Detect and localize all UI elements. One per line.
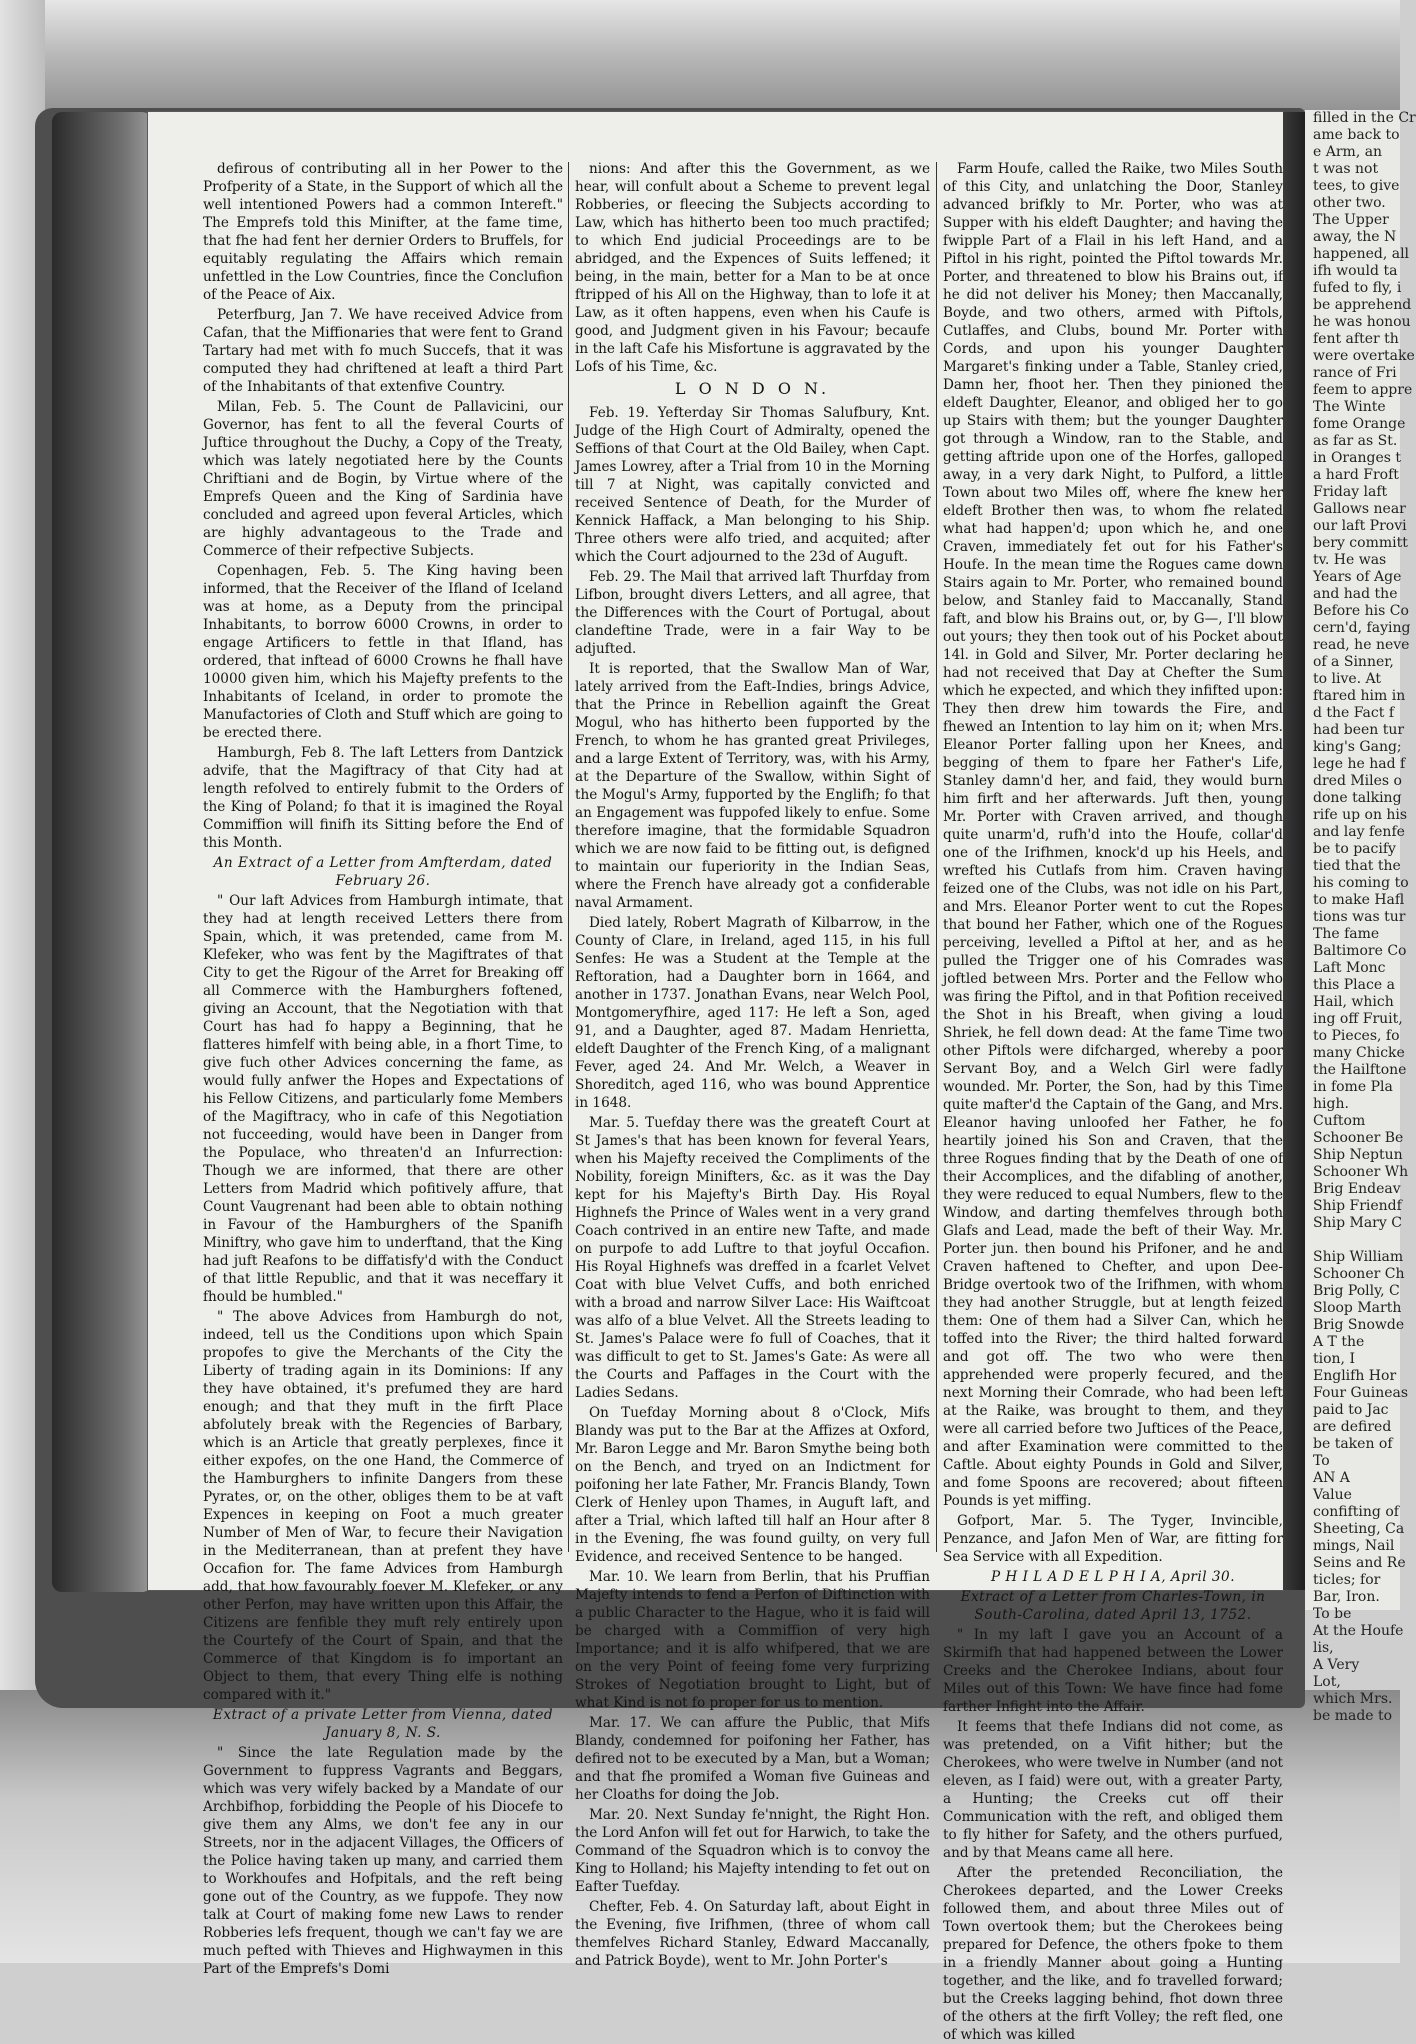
adjacent-page-line: our laft Provi — [1313, 518, 1407, 534]
column-rule — [936, 162, 937, 1552]
adjacent-page-line: d the Fact f — [1313, 705, 1394, 721]
adjacent-page-line: Bar, Iron. — [1313, 1589, 1380, 1605]
adjacent-page-line: ftared him in — [1313, 688, 1406, 704]
adjacent-page-line: lege he had f — [1313, 756, 1406, 772]
adjacent-page-line: ing off Fruit, — [1313, 1011, 1403, 1027]
column-2 — [575, 160, 930, 1969]
article-paragraph: " The above Advices from Hamburgh do not, indeed, tell us the Conditions upon which Spain propofes to give the Merchants of the City the Liberty of trading again in its Dominions: If any they have obtained, it's prefumed they are hard enough; and that they muft in the firft Place abfolutely break with the Regencies of Barbary, which is an Article that greatly perplexes, fince it either expofes, on the one Hand, the Commerce of the Hamburghers to infinite Dangers from these Pyrates, or, on the other, obliges them to be at vaft Expences in keeping on Foot a much greater Number of Men of War, to fecure their Navigation in the Mediterranean, than at prefent they have Occafion for. The fame Advices from Hamburgh add, that how favourably foever M. Klefeker, or any other Perfon, may have written upon this Affair, the Citizens are fenfible they muft rely entirely upon the Courtefy of the Court of Spain, and that the Commerce of that Kingdom is fo important an Object to them, that every Thing elfe is nothing compared with it." — [203, 1309, 563, 1703]
adjacent-page-line: Four Guineas — [1313, 1385, 1409, 1401]
adjacent-page-line: The Upper — [1313, 212, 1389, 228]
column-1 — [203, 160, 563, 1977]
newspaper-page — [148, 112, 1283, 2043]
adjacent-page-line: confifting of — [1313, 1504, 1399, 1520]
adjacent-page-line: Years of Age — [1313, 569, 1402, 585]
article-paragraph: An Extract of a Letter from Amfterdam, dated February 26. — [213, 855, 553, 889]
adjacent-page-line: Baltimore Co — [1313, 943, 1407, 959]
adjacent-page-line: To be — [1313, 1606, 1352, 1622]
article-paragraph: Mar. 20. Next Sunday fe'nnight, the Right Hon. the Lord Anfon will fet out for Harwich, to take the Command of the Squadron which is to convoy the King to Holland; his Majefty intending to fet out on Eafter Tuefday. — [575, 1807, 930, 1895]
adjacent-page-line: Brig Snowde — [1313, 1317, 1405, 1333]
article-paragraph: " In my laft I gave you an Account of a Skirmifh that had happened between the Lower Creeks and the Cherokee Indians, about four Miles out of this Town: We have fince had fome farther Infight into the Affair. — [943, 1627, 1283, 1715]
article-paragraph: Extract of a private Letter from Vienna, dated January 8, N. S. — [212, 1707, 554, 1741]
article-paragraph: L O N D O N. — [674, 379, 831, 398]
column-3 — [943, 160, 1283, 2043]
adjacent-page-line: are defired — [1313, 1419, 1392, 1435]
adjacent-page-line: To — [1313, 1453, 1330, 1469]
adjacent-page-line: lis, — [1313, 1640, 1334, 1656]
adjacent-page-line: Friday laft — [1313, 484, 1388, 500]
adjacent-page-line: in fome Pla — [1313, 1079, 1393, 1095]
adjacent-page-line: Schooner Ch — [1313, 1266, 1405, 1282]
adjacent-page-line: A Very — [1313, 1657, 1360, 1673]
adjacent-page-line: other two. — [1313, 195, 1386, 211]
adjacent-page-line: to live. At — [1313, 671, 1382, 687]
book-gutter — [1283, 112, 1305, 1590]
adjacent-page-line: happened, all — [1313, 246, 1410, 262]
adjacent-page-line: Seins and Re — [1313, 1555, 1406, 1571]
adjacent-page-line: tv. He was — [1313, 552, 1387, 568]
article-paragraph: Hamburgh, Feb 8. The laft Letters from Dantzick advife, that the Magiftracy of that City had at length refolved to entirely fubmit to the Orders of the King of Poland; fo that it is imagined the Royal Commiffion will finifh its Sitting before the End of this Month. — [203, 745, 563, 851]
adjacent-page-line: tees, to give — [1313, 178, 1400, 194]
adjacent-page-line: e Arm, an — [1313, 144, 1383, 160]
adjacent-page-line: Gallows near — [1313, 501, 1406, 517]
adjacent-page-fragment — [1305, 110, 1416, 1724]
adjacent-page-line: rance of Fri — [1313, 365, 1397, 381]
adjacent-page-line: ticles; for — [1313, 1572, 1381, 1588]
adjacent-page-line: as far as St. — [1313, 433, 1398, 449]
article-paragraph: Gofport, Mar. 5. The Tyger, Invincible, Penzance, and Jafon Men of War, are fitting for Sea Service with all Expedition. — [943, 1513, 1283, 1565]
adjacent-page-line: Ship William — [1313, 1249, 1404, 1265]
adjacent-page-line: be apprehend — [1313, 297, 1412, 313]
adjacent-page-line: Value — [1313, 1487, 1352, 1503]
adjacent-page-line: At the Houfe — [1313, 1623, 1404, 1639]
adjacent-page-line: read, he neve — [1313, 637, 1410, 653]
adjacent-page-line: The Winte — [1313, 399, 1386, 415]
adjacent-page-line: t was not — [1313, 161, 1379, 177]
adjacent-page-line: which Mrs. — [1313, 1691, 1393, 1707]
article-paragraph: Peterfburg, Jan 7. We have received Advice from Cafan, that the Miffionaries that were fent to Grand Tartary had met with fo much Succefs, that it was computed they had chriftened at leaft a third Part of the Inhabitants of that extenfive Country. — [203, 307, 563, 395]
article-paragraph: " Our laft Advices from Hamburgh intimate, that they had at length received Letters there from Spain, which, it was pretended, came from M. Klefeker, who was fent by the Magiftrates of that City to get the Rigour of the Arret for Breaking off all Commerce with the Hamburghers foftened, giving an Account, that the Negotiation with that Court has had fo happy a Beginning, that he flatteres himfelf with being able, in a fhort Time, to give fuch other Advices concerning the fame, as would fully anfwer the Hopes and Expectations of his Fellow Citizens, and particularly fome Members of the Magiftracy, who in cafe of this Negotiation not fucceeding, would have been in Danger from the Populace, who threaten'd an Infurrection: Though we are informed, that there are other Letters from Madrid which pofitively affure, that Count Vaugrenant had been able to obtain nothing in Favour of the Hamburghers of the Spanifh Miniftry, who gave him to underftand, that the King had juft Reafons to be diffatisfy'd with the Conduct of that little Republic, and that it was neceffary it fhould be humbled." — [203, 893, 563, 1305]
article-paragraph: Feb. 19. Yefterday Sir Thomas Salufbury, Knt. Judge of the High Court of Admiralty, opened the Seffions of that Court at the Old Bailey, when Capt. James Lowrey, after a Trial from 10 in the Morning till 7 at Night, was capitally convicted and received Sentence of Death, for the Murder of Kennick Haffack, a Man belonging to his Ship. Three others were alfo tried, and acquited; after which the Court adjourned to the 23d of Auguft. — [575, 405, 930, 565]
adjacent-page-line: done talking — [1313, 790, 1402, 806]
article-paragraph: Mar. 17. We can affure the Public, that Mifs Blandy, condemned for poifoning her Father, has defired not to be executed by a Man, but a Woman; and that fhe promifed a Woman five Guineas and her Cloaths for doing the Job. — [575, 1715, 930, 1803]
article-paragraph: Mar. 10. We learn from Berlin, that his Pruffian Majefty intends to fend a Perfon of Diftinction with a public Character to the Hague, who it is faid will be charged with a Commiffion of very high Importance; and it is alfo whifpered, that we are on the very Point of feeing fome very furprizing Strokes of Negotiation brought to Light, but of what Kind is not fo proper for us to mention. — [575, 1569, 930, 1711]
article-paragraph: defirous of contributing all in her Power to the Profperity of a State, in the Support of which all the well intentioned Powers had a common Intereft." The Emprefs told this Minifter, at the fame time, that fhe had fent her dernier Orders to Bruffels, for equitably regulating the Affairs which remain unfettled in the Low Countries, fince the Conclufion of the Peace of Aix. — [203, 161, 563, 303]
adjacent-page-line: tion, I — [1313, 1351, 1355, 1367]
adjacent-page-line: dred Miles o — [1313, 773, 1402, 789]
adjacent-page-line: of a Sinner, — [1313, 654, 1394, 670]
adjacent-page-line: cern'd, faying — [1313, 620, 1411, 636]
article-paragraph: It is reported, that the Swallow Man of War, lately arrived from the Eaft-Indies, brings Advice, that the Prince in Rebellion againft the Great Mogul, who has hitherto been fupported by the French, to whom he has granted great Privileges, and a large Extent of Territory, was, with his Army, at the Departure of the Swallow, within Sight of the Mogul's Army, fupported by the Englifh; fo that an Engagement was fuppofed likely to enfue. Some therefore imagine, that the formidable Squadron which we are now faid to be fitting out, is defigned to maintain our fuperiority in the Indian Seas, where the French have already got a confiderable naval Armament. — [575, 661, 930, 911]
adjacent-page-line: and had the — [1313, 586, 1398, 602]
article-paragraph: Copenhagen, Feb. 5. The King having been informed, that the Receiver of the Ifland of Iceland was at home, as a Deputy from the principal Inhabitants, to borrow 6000 Crowns, in order to engage Artificers to fettle in that Ifland, has ordered, that inftead of 6000 Crowns he fhall have 10000 given him, which his Majefty prefents to the Inhabitants of Iceland, in order to promote the Manufactories of Cloth and Stuff which are going to be erected there. — [203, 563, 563, 741]
adjacent-page-line: Schooner Wh — [1313, 1164, 1409, 1180]
article-paragraph: Milan, Feb. 5. The Count de Pallavicini, our Governor, has fent to all the feveral Courts of Juftice throughout the Duchy, a Copy of the Treaty, which was lately negotiated here by the Counts Chriftiani and de Bogin, by Virtue where of the Emprefs Queen and the King of Sardinia have concluded and agreed upon feveral Articles, which are highly advantageous to the Trade and Commerce of their refpective Subjects. — [203, 399, 563, 559]
adjacent-page-line: The fame — [1313, 926, 1380, 942]
adjacent-page-line: a hard Froft — [1313, 467, 1399, 483]
adjacent-page-line: fufed to fly, i — [1313, 280, 1402, 296]
adjacent-page-line: Ship Mary C — [1313, 1215, 1402, 1231]
article-paragraph: On Tuefday Morning about 8 o'Clock, Mifs Blandy was put to the Bar at the Affizes at Oxford, Mr. Baron Legge and Mr. Baron Smythe being both on the Bench, and tryed on an Indictment for poifoning her late Father, Mr. Francis Blandy, Town Clerk of Henley upon Thames, in Auguft laft, and after a Trial, which lafted till half an Hour after 8 in the Evening, fhe was found guilty, on very full Evidence, and received Sentence to be hanged. — [575, 1405, 930, 1565]
article-paragraph: After the pretended Reconciliation, the Cherokees departed, and the Lower Creeks followed them, and about three Miles out of Town overtook them; but the Cherokees being prepared for Defence, the others fpoke to them in a friendly Manner about going a Hunting together, and the like, and fo travelled forward; but the Creeks lagging behind, fhot down three of the others at the firft Volley; the reft fled, one of which was killed — [943, 1865, 1283, 2043]
adjacent-page-line: Sloop Marth — [1313, 1300, 1402, 1316]
adjacent-page-line: to Pieces, fo — [1313, 1028, 1400, 1044]
article-paragraph: Extract of a Letter from Charles-Town, in South-Carolina, dated April 13, 1752. — [960, 1589, 1266, 1623]
adjacent-page-line: ifh would ta — [1313, 263, 1398, 279]
adjacent-page-line: tions was tur — [1313, 909, 1406, 925]
adjacent-page-line: tied that the — [1313, 858, 1401, 874]
adjacent-page-line: fent after th — [1313, 331, 1399, 347]
adjacent-page-line: were overtake — [1313, 348, 1415, 364]
adjacent-page-line: he was honou — [1313, 314, 1411, 330]
adjacent-page-line: king's Gang; — [1313, 739, 1402, 755]
adjacent-page-line: feem to appre — [1313, 382, 1413, 398]
adjacent-page-line: Before his Co — [1313, 603, 1409, 619]
adjacent-page-line: mings, Nail — [1313, 1538, 1395, 1554]
adjacent-page-line: many Chicke — [1313, 1045, 1405, 1061]
article-paragraph: P H I L A D E L P H I A, April 30. — [990, 1569, 1236, 1585]
adjacent-page-line: AN A — [1313, 1470, 1350, 1486]
article-paragraph: " Since the late Regulation made by the Government to fuppress Vagrants and Beggars, which was very wifely backed by a Mandate of our Archbifhop, forbidding the People of his Diocefe to give them any Alms, we don't fee any in our Streets, nor in the adjacent Villages, the Officers of the Police having taken up many, and carried them to Workhoufes and Hofpitals, and the reft being gone out of the Country, as we fuppofe. They now talk at Court of making fome new Laws to render Robberies lefs frequent, though we can't fay we are much pefted with Thieves and Highwaymen in this Part of the Emprefs's Domi — [203, 1745, 563, 1977]
article-paragraph: Feb. 29. The Mail that arrived laft Thurfday from Lifbon, brought divers Letters, and all agree, that the Differences with the Court of Portugal, about clandeftine Trade, were in a fair Way to be adjufted. — [575, 569, 930, 657]
adjacent-page-line: Ship Neptun — [1313, 1147, 1403, 1163]
adjacent-page-line: A T the — [1313, 1334, 1365, 1350]
adjacent-page-line: away, the N — [1313, 229, 1397, 245]
adjacent-page-line: Lot, — [1313, 1674, 1341, 1690]
adjacent-page-line: bery committ — [1313, 535, 1408, 551]
article-paragraph: Farm Houfe, called the Raike, two Miles South of this City, and unlatching the Door, Stanley advanced brifkly to Mr. Porter, who was at Supper with his eldeft Daughter; and having the fwipple Part of a Flail in his left Hand, and a Piftol in his right, pointed the Piftol towards Mr. Porter, and threatened to blow his Brains out, if he did not deliver his Money; then Maccanally, Boyde, and two others, armed with Piftols, Cutlaffes, and Clubs, bound Mr. Porter with Cords, and upon his younger Daughter Margaret's finking under a Table, Stanley cried, Damn her, fhoot her. Then they pinioned the eldeft Daughter, Eleanor, and obliged her to go up Stairs with them; but the younger Daughter got through a Window, ran to the Stable, and getting aftride upon one of the Horfes, galloped away, in a very dark Night, to Pulford, a little Town about two Miles off, where fhe knew her eldeft Brother then was, to whom fhe related what had happen'd; upon which he, and one Craven, immediately fet out for his Father's Houfe. In the mean time the Rogues came down Stairs again to Mr. Porter, who remained bound below, and Stanley faid to Maccanally, Stand faft, and blow his Brains out, or, by G—, I'll blow out yours; they then took out of his Pocket about 14l. in Gold and Silver, Mr. Porter declaring he had not received that Day at Chefter the Sum which he expected, and which they infifted upon: They then drew him towards the Fire, and fhewed an Intention to lay him on it; when Mrs. Eleanor Porter falling upon her Knees, and begging of them to fpare her Father's Life, Stanley damn'd her, and faid, they would burn him firft and her afterwards. Juft then, young Mr. Porter with Craven arrived, and though quite unarm'd, rufh'd into the Houfe, collar'd one of the Irifhmen, knock'd up his Heels, and wrefted his Cutlafs from him. Craven having feized one of the Clubs, was not idle on his Part, and Mrs. Eleanor Porter went to cut the Ropes that bound her Father, which one of the Rogues perceiving, levelled a Piftol at her, and as he pulled the Trigger one of his Comrades was joftled between Mrs. Porter and the Fellow who was firing the Piftol, and in that Pofition received the Shot in his Breaft, when giving a loud Shriek, he fell down dead: At the fame Time two other Piftols were difcharged, whereby a poor Servant Boy, and a Welch Girl were fadly wounded. Mr. Porter, the Son, had by this Time quite mafter'd the Captain of the Gang, and Mrs. Eleanor having unloofed her Father, he fo heartily joined his Son and Craven, that the three Rogues finding that by the Death of one of their Accomplices, and the difabling of another, they were reduced to equal Numbers, flew to the Window, and darting themfelves through both Glafs and Lead, made the beft of their Way. Mr. Porter jun. then bound his Prifoner, and he and Craven haftened to Chefter, and upon Dee-Bridge overtook two of the Irifhmen, with whom they had another Struggle, but at length feized them: One of them had a Silver Can, which he toffed into the River; the third halted forward and got off. The two who were then apprehended were properly fecured, and the next Morning their Comrade, who had been left at the Raike, was brought to them, and they were all carried before two Juftices of the Peace, and after Examination were committed to the Caftle. About eighty Pounds in Gold and Silver, and fome Spoons are recovered; about fifteen Pounds is yet miffing. — [943, 161, 1283, 1509]
adjacent-page-line: Sheeting, Ca — [1313, 1521, 1405, 1537]
adjacent-page-line: fome Orange — [1313, 416, 1406, 432]
scan-background-top — [0, 0, 1400, 120]
adjacent-page-line: Englifh Hor — [1313, 1368, 1397, 1384]
adjacent-page-line: Cuftom — [1313, 1113, 1366, 1129]
adjacent-page-line: rife up on his — [1313, 807, 1408, 823]
adjacent-page-line: ame back to — [1313, 127, 1400, 143]
adjacent-page-line: Brig Endeav — [1313, 1181, 1401, 1197]
adjacent-page-line: filled in the Cr — [1313, 110, 1416, 126]
adjacent-page-line: had been tur — [1313, 722, 1405, 738]
article-paragraph: Mar. 5. Tuefday there was the greateft Court at St James's that has been known for feveral Years, when his Majefty received the Compliments of the Nobility, foreign Minifters, &c. as it was the Day kept for his Majefty's Birth Day. His Royal Highnefs the Prince of Wales went in a very grand Coach contrived in an entire new Tafte, and made on purpofe to add Luftre to that joyful Occafion. His Royal Highnefs was dreffed in a fcarlet Velvet Coat with blue Velvet Cuffs, and both enriched with a broad and narrow Silver Lace: His Waiftcoat was alfo of a blue Velvet. All the Streets leading to St. James's Palace were fo full of Coaches, that it was difficult to get to St. James's Gate: As were all the Courts and Paffages in the Court with the Ladies Sedans. — [575, 1115, 930, 1401]
adjacent-page-line: Ship Friendf — [1313, 1198, 1402, 1214]
adjacent-page-line: be taken of — [1313, 1436, 1393, 1452]
adjacent-page-line — [1313, 1232, 1400, 1249]
adjacent-page-line: Laft Monc — [1313, 960, 1386, 976]
article-paragraph: Died lately, Robert Magrath of Kilbarrow, in the County of Clare, in Ireland, aged 115, in his full Senfes: He was a Student at the Temple at the Reftoration, had a Daughter born in 1664, and another in 1737. Jonathan Evans, near Welch Pool, Montgomeryfhire, aged 117: He left a Son, aged 91, and a Daughter, aged 87. Madam Henrietta, eldeft Daughter of the French King, of a malignant Fever, aged 24. And Mr. Welch, a Weaver in Shoreditch, aged 116, who was bound Apprentice in 1648. — [575, 915, 930, 1111]
article-paragraph: It feems that thefe Indians did not come, as was pretended, on a Vifit hither; but the Cherokees, who were twelve in Number (and not eleven, as I faid) were out, with a greater Party, a Hunting; the Creeks cut off their Communication with the reft, and obliged them to fly hither for Safety, and the others purfued, and by that Means came all here. — [943, 1719, 1283, 1861]
adjacent-page-line: be to pacify — [1313, 841, 1396, 857]
adjacent-page-line: paid to Jac — [1313, 1402, 1389, 1418]
adjacent-page-line: Schooner Be — [1313, 1130, 1404, 1146]
adjacent-page-line: Hail, which — [1313, 994, 1394, 1010]
adjacent-page-line: and lay fenfe — [1313, 824, 1405, 840]
adjacent-page-line: in Oranges t — [1313, 450, 1401, 466]
column-rule — [568, 162, 569, 1552]
adjacent-page-line: to make Hafl — [1313, 892, 1405, 908]
article-paragraph: Chefter, Feb. 4. On Saturday laft, about Eight in the Evening, five Irifhmen, (three of whom call themfelves Richard Stanley, Edward Maccanally, and Patrick Boyde), went to Mr. John Porter's — [575, 1899, 930, 1969]
adjacent-page-line: be made to — [1313, 1708, 1393, 1724]
adjacent-page-line: his coming to — [1313, 875, 1409, 891]
article-paragraph: nions: And after this the Government, as we hear, will confult about a Scheme to prevent legal Robberies, or fleecing the Subjects according to Law, which has hitherto been too much practifed; to which End judicial Proceedings are to be abridged, and the Expences of Suits leffened; it being, in the main, better for a Man to be at once ftripped of his All on the Highway, than to lofe it at Law, as it often happens, even when his Caufe is good, and Judgment given in his Favour; becaufe in the laft Cafe his Misfortune is aggravated by the Lofs of his Time, &c. — [575, 161, 930, 375]
adjacent-page-line: high. — [1313, 1096, 1349, 1112]
adjacent-page-line: Brig Polly, C — [1313, 1283, 1400, 1299]
adjacent-page-line: the Hailftone — [1313, 1062, 1407, 1078]
adjacent-page-line: this Place a — [1313, 977, 1395, 993]
page-stack-edge — [52, 112, 152, 1592]
